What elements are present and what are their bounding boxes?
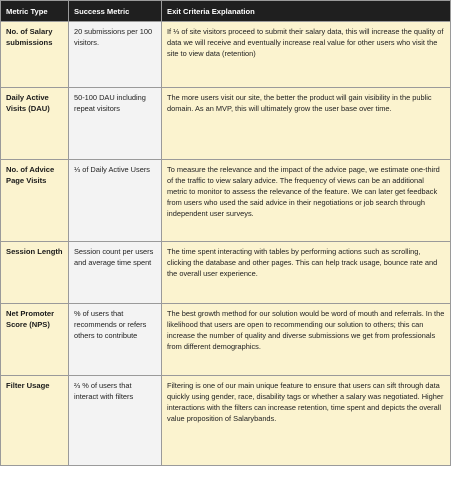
explanation-cell: The more users visit our site, the better the product will gain visibility in the public domain. As an MVP, this will ultimately grow the user base over time. — [162, 88, 451, 160]
metric-type-cell: Session Length — [1, 242, 69, 304]
explanation-cell: If ⅓ of site visitors proceed to submit their salary data, this will increase the quality of data we will receive and eventually increase real value for other users who visit the site to view data (retention) — [162, 22, 451, 88]
metric-type-cell: Daily Active Visits (DAU) — [1, 88, 69, 160]
success-metric-cell: 20 submissions per 100 visitors. — [69, 22, 162, 88]
header-exit-criteria: Exit Criteria Explanation — [162, 1, 451, 22]
success-metric-cell: ⅓ of Daily Active Users — [69, 160, 162, 242]
success-metric-cell: 50-100 DAU including repeat visitors — [69, 88, 162, 160]
explanation-cell: To measure the relevance and the impact of the advice page, we estimate one-third of the traffic to view salary advice. The frequency of views can be an additional metric to monitor to assess the relevance of the feature. We can later get feedback from users who used the said advice in their negotiations or job search through independent user surveys. — [162, 160, 451, 242]
table-row — [1, 242, 451, 304]
explanation-cell: Filtering is one of our main unique feature to ensure that users can sift through data quickly using gender, race, disability tags or whether a salary was negotiated. Higher interactions with the filters can increase retention, time spent and depicts the overall value proposition of Salarybands. — [162, 376, 451, 466]
table-row — [1, 304, 451, 376]
metric-type-cell: Net Promoter Score (NPS) — [1, 304, 69, 376]
table-row — [1, 88, 451, 160]
metric-type-cell: Filter Usage — [1, 376, 69, 466]
success-metric-cell: % of users that recommends or refers others to contribute — [69, 304, 162, 376]
metric-type-cell: No. of Advice Page Visits — [1, 160, 69, 242]
header-metric-type: Metric Type — [1, 1, 69, 22]
table-row — [1, 22, 451, 88]
success-metric-cell: Session count per users and average time spent — [69, 242, 162, 304]
explanation-cell: The time spent interacting with tables by performing actions such as scrolling, clicking the database and other pages. This can help track usage, bounce rate and the overall user experience. — [162, 242, 451, 304]
success-metric-cell: ⅔ % of users that interact with filters — [69, 376, 162, 466]
metric-type-cell: No. of Salary submissions — [1, 22, 69, 88]
table-header-row — [1, 1, 451, 22]
table-row — [1, 160, 451, 242]
header-success-metric: Success Metric — [69, 1, 162, 22]
table-row — [1, 376, 451, 466]
explanation-cell: The best growth method for our solution would be word of mouth and referrals. In the likelihood that users are open to recommending our solution to others; this can increase the number of quality and diverse submissions we get from professionals from different demographics. — [162, 304, 451, 376]
